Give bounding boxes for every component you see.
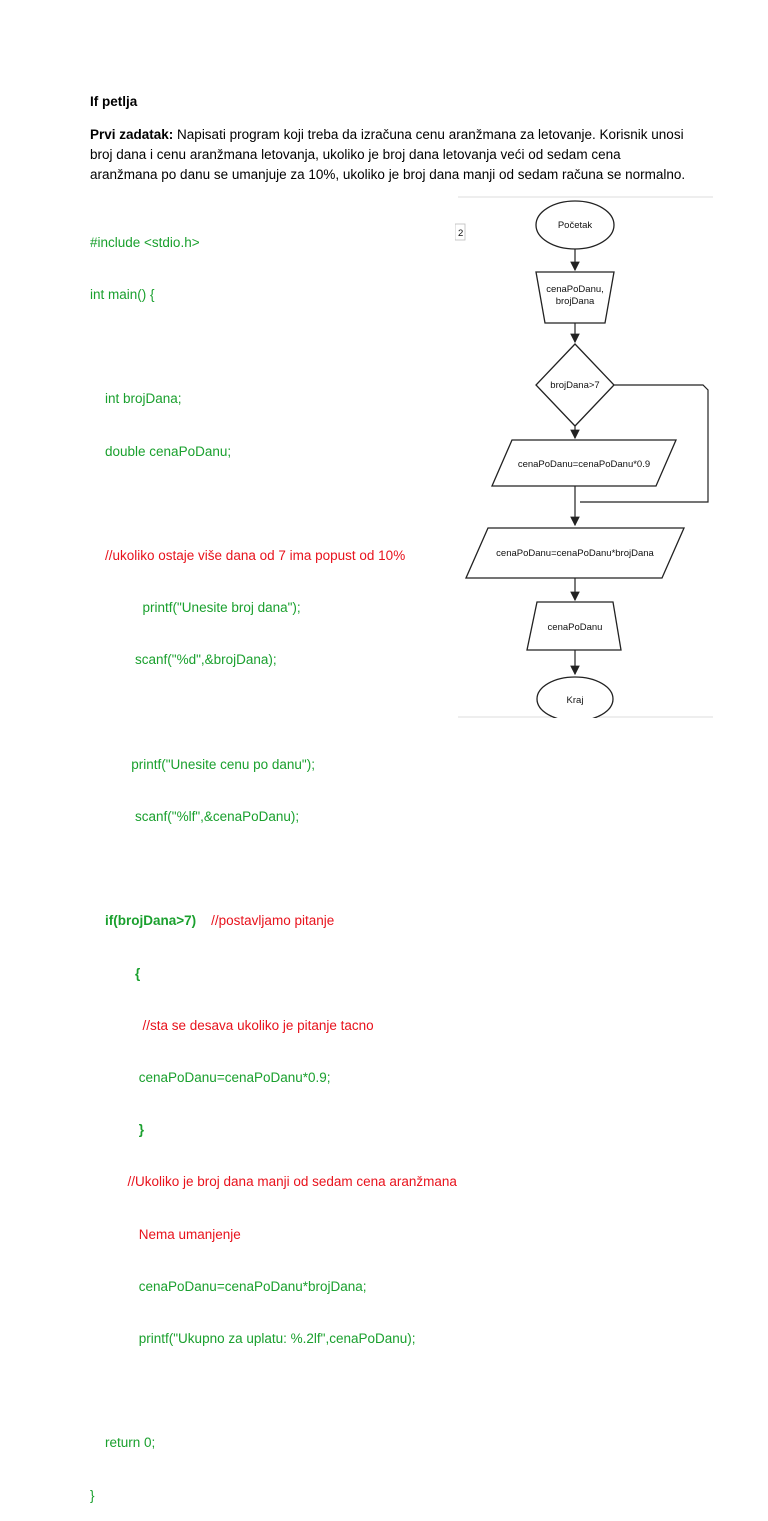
- code-line: int main() {: [90, 287, 155, 303]
- code-line: [90, 860, 460, 877]
- code-comment: //sta se desava ukoliko je pitanje tacno: [90, 1017, 374, 1033]
- end-label: Kraj: [566, 695, 584, 706]
- input-label-2: brojDana: [555, 296, 595, 307]
- input-label-1: cenaPoDanu,: [546, 284, 604, 295]
- code-line: [90, 704, 460, 721]
- process-label-1: cenaPoDanu=cenaPoDanu*0.9: [517, 459, 651, 470]
- page-title: If petlja: [90, 94, 138, 109]
- task-text: Napisati program koji treba da izračuna cenu aranžmana za letovanje. Korisnik unosi broj dana i cenu aranžmana letovanja, ukoliko je broj dana letovanja veći od sedam cena aranžmana po danu se umanjuje za 10%, ukoliko je broj dana manji od sedam računa se normalno.: [90, 127, 686, 182]
- code-comment: //Ukoliko je broj dana manji od sedam cena aranžmana: [90, 1174, 457, 1190]
- code-line: scanf("%lf",&cenaPoDanu);: [90, 809, 300, 825]
- code-comment: //postavljamo pitanje: [196, 913, 335, 929]
- process-label-2: cenaPoDanu=cenaPoDanu*brojDana: [496, 548, 654, 559]
- task-paragraph: [90, 125, 690, 185]
- code-line: {: [90, 965, 141, 981]
- code-comment: //ukoliko ostaje više dana od 7 ima popust od 10%: [90, 548, 406, 564]
- code-line: cenaPoDanu=cenaPoDanu*0.9;: [90, 1070, 331, 1086]
- flowchart: [455, 188, 715, 718]
- code-comment: Nema umanjenje: [90, 1226, 241, 1242]
- svg-text:2: 2: [458, 228, 464, 239]
- code-line: printf("Unesite cenu po danu");: [90, 756, 315, 772]
- code-line: cenaPoDanu=cenaPoDanu*brojDana;: [90, 1278, 367, 1294]
- code-line: #include <stdio.h>: [90, 234, 200, 250]
- code-line: [90, 1382, 460, 1399]
- code-block: [90, 199, 460, 1521]
- code-line: return 0;: [90, 1435, 156, 1451]
- code-line: [90, 495, 460, 512]
- code-line: [90, 338, 460, 355]
- task-label: Prvi zadatak:: [90, 127, 174, 142]
- code-line: scanf("%d",&brojDana);: [90, 652, 277, 668]
- decision-label: brojDana>7: [550, 380, 600, 391]
- code-line: int brojDana;: [90, 391, 182, 407]
- code-line: printf("Unesite broj dana");: [90, 600, 301, 616]
- code-line: printf("Ukupno za uplatu: %.2lf",cenaPoDanu);: [90, 1331, 416, 1347]
- code-line: double cenaPoDanu;: [90, 443, 232, 459]
- code-if: if(brojDana>7): [90, 913, 197, 929]
- output-label: cenaPoDanu: [547, 622, 603, 633]
- code-line: [90, 912, 460, 929]
- start-label: Početak: [557, 220, 593, 231]
- code-line: }: [90, 1487, 95, 1503]
- code-line: }: [90, 1122, 145, 1138]
